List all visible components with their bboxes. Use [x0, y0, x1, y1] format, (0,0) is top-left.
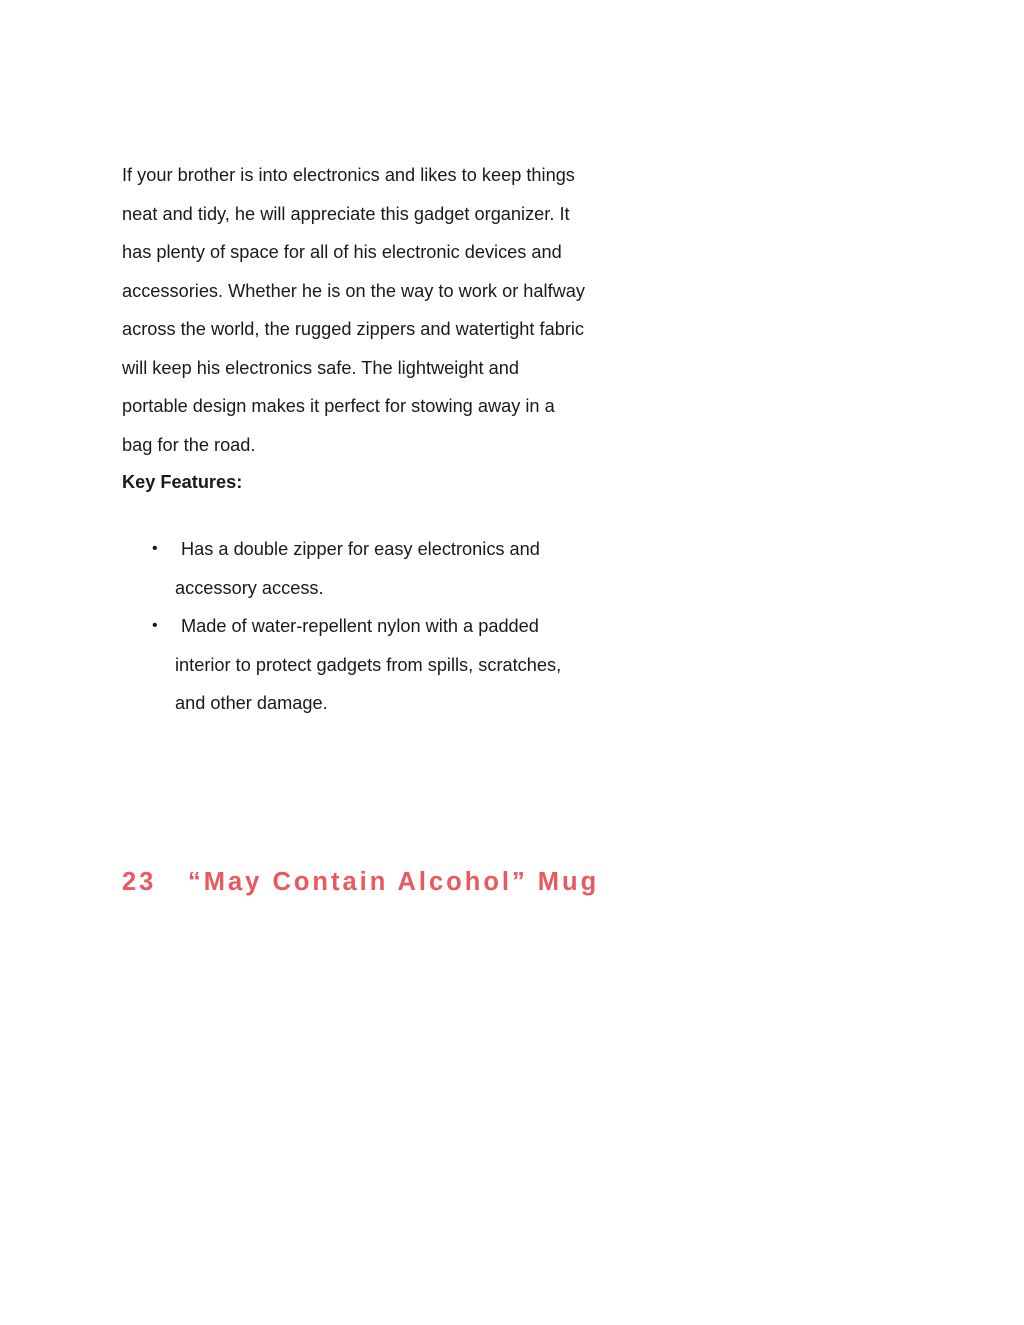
paragraph-line: across the world, the rugged zippers and watertight fabric: [122, 319, 585, 339]
key-features-list: [122, 530, 662, 723]
list-item: [122, 607, 662, 723]
list-item-line: interior to protect gadgets from spills, scratches,: [175, 654, 562, 675]
list-item-line: Made of water-repellent nylon with a padded: [181, 616, 539, 636]
paragraph-line: portable design makes it perfect for stowing away in a: [122, 396, 555, 416]
paragraph-line: accessories. Whether he is on the way to work or halfway: [122, 280, 585, 301]
product-description: [122, 156, 662, 723]
list-item: [122, 530, 662, 607]
product-heading: [122, 862, 599, 902]
paragraph-line: neat and tidy, he will appreciate this gadget organizer. It: [122, 203, 570, 224]
product-number: 23: [122, 868, 157, 896]
paragraph-line: has plenty of space for all of his electronic devices and: [122, 242, 562, 262]
intro-paragraph: [122, 156, 662, 464]
bullet-icon: •: [152, 540, 158, 557]
key-features-heading: Key Features:: [122, 472, 243, 492]
paragraph-line: will keep his electronics safe. The lightweight and: [122, 357, 519, 378]
list-item-line: Has a double zipper for easy electronics and: [181, 539, 540, 559]
bullet-icon: •: [152, 617, 158, 634]
list-item-line: accessory access.: [175, 577, 324, 598]
list-item-line: and other damage.: [175, 693, 328, 713]
paragraph-line: If your brother is into electronics and likes to keep things: [122, 165, 575, 185]
paragraph-line: bag for the road.: [122, 434, 256, 455]
product-title: “May Contain Alcohol” Mug: [188, 868, 600, 896]
